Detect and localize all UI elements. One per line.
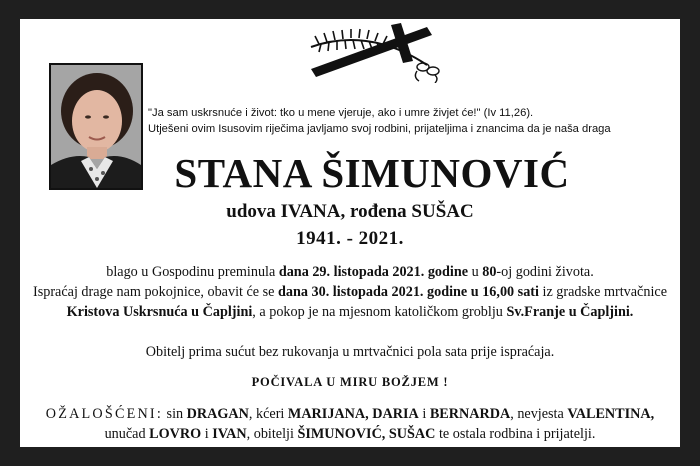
text: sin xyxy=(163,406,187,422)
text: , obitelji xyxy=(246,426,298,442)
family-names: ŠIMUNOVIĆ, SUŠAC xyxy=(297,426,436,442)
life-years: 1941. - 2021. xyxy=(296,228,404,249)
mourner-name: IVAN xyxy=(212,426,247,442)
age: 80 xyxy=(482,264,497,280)
mourner-name: MARIJANA, DARIA xyxy=(287,406,419,422)
mortuary-name: Kristova Uskrsnuća u Čapljini xyxy=(66,304,253,320)
cross-with-palm-branch-icon xyxy=(305,21,455,83)
rest-in-peace: POČIVALA U MIRU BOŽJEM ! xyxy=(251,375,449,389)
text: , kćeri xyxy=(248,406,288,422)
death-date-line xyxy=(20,262,680,282)
bible-quote xyxy=(148,105,663,137)
condolence-note: Obitelj prima sućut bez rukovanja u mrtvačnici pola sata prije ispraćaja. xyxy=(145,344,555,360)
obituary-notice xyxy=(20,19,680,447)
text: Ispraćaj drage nam pokojnice, obavit će se xyxy=(32,284,279,300)
quote-line: "Ja sam uskrsnuće i život: tko u mene vjeruje, ako i umre živjet će!" (Iv 11,26). xyxy=(148,107,534,119)
mourners-line xyxy=(20,424,680,444)
mourner-name: VALENTINA, xyxy=(567,406,655,422)
announcement-body xyxy=(20,262,680,322)
text: , nevjesta xyxy=(510,406,568,422)
deceased-subtitle: udova IVANA, rođena SUŠAC xyxy=(226,201,474,222)
funeral-time-line xyxy=(20,282,680,302)
text: i xyxy=(418,406,430,422)
text: iz gradske mrtvačnice xyxy=(538,284,667,300)
mourners-line xyxy=(20,404,680,424)
text: u xyxy=(468,264,483,280)
text: i xyxy=(201,426,213,442)
text: , a pokop je na mjesnom katoličkom groblju xyxy=(252,304,507,320)
announcement-line: Utješeni ovim Isusovim riječima javljamo svoj rodbini, prijateljima i znancima da je naša draga xyxy=(148,123,611,135)
mourners-label: OŽALOŠĆENI: xyxy=(45,406,163,422)
text: -oj godini života. xyxy=(496,264,594,280)
funeral-place-line xyxy=(20,302,680,322)
text: blago u Gospodinu preminula xyxy=(106,264,279,280)
mourner-name: LOVRO xyxy=(149,426,202,442)
death-date: dana 29. listopada 2021. godine xyxy=(278,264,469,280)
mourner-name: DRAGAN xyxy=(186,406,249,422)
text: unučad xyxy=(104,426,150,442)
mourner-name: BERNARDA xyxy=(429,406,511,422)
text: te ostala rodbina i prijatelji. xyxy=(435,426,596,442)
funeral-date-time: dana 30. listopada 2021. godine u 16,00 sati xyxy=(278,284,539,300)
deceased-portrait-photo xyxy=(49,63,143,190)
deceased-name: STANA ŠIMUNOVIĆ xyxy=(174,150,570,196)
mourners-list xyxy=(20,404,680,444)
cemetery-name: Sv.Franje u Čapljini. xyxy=(506,304,634,320)
